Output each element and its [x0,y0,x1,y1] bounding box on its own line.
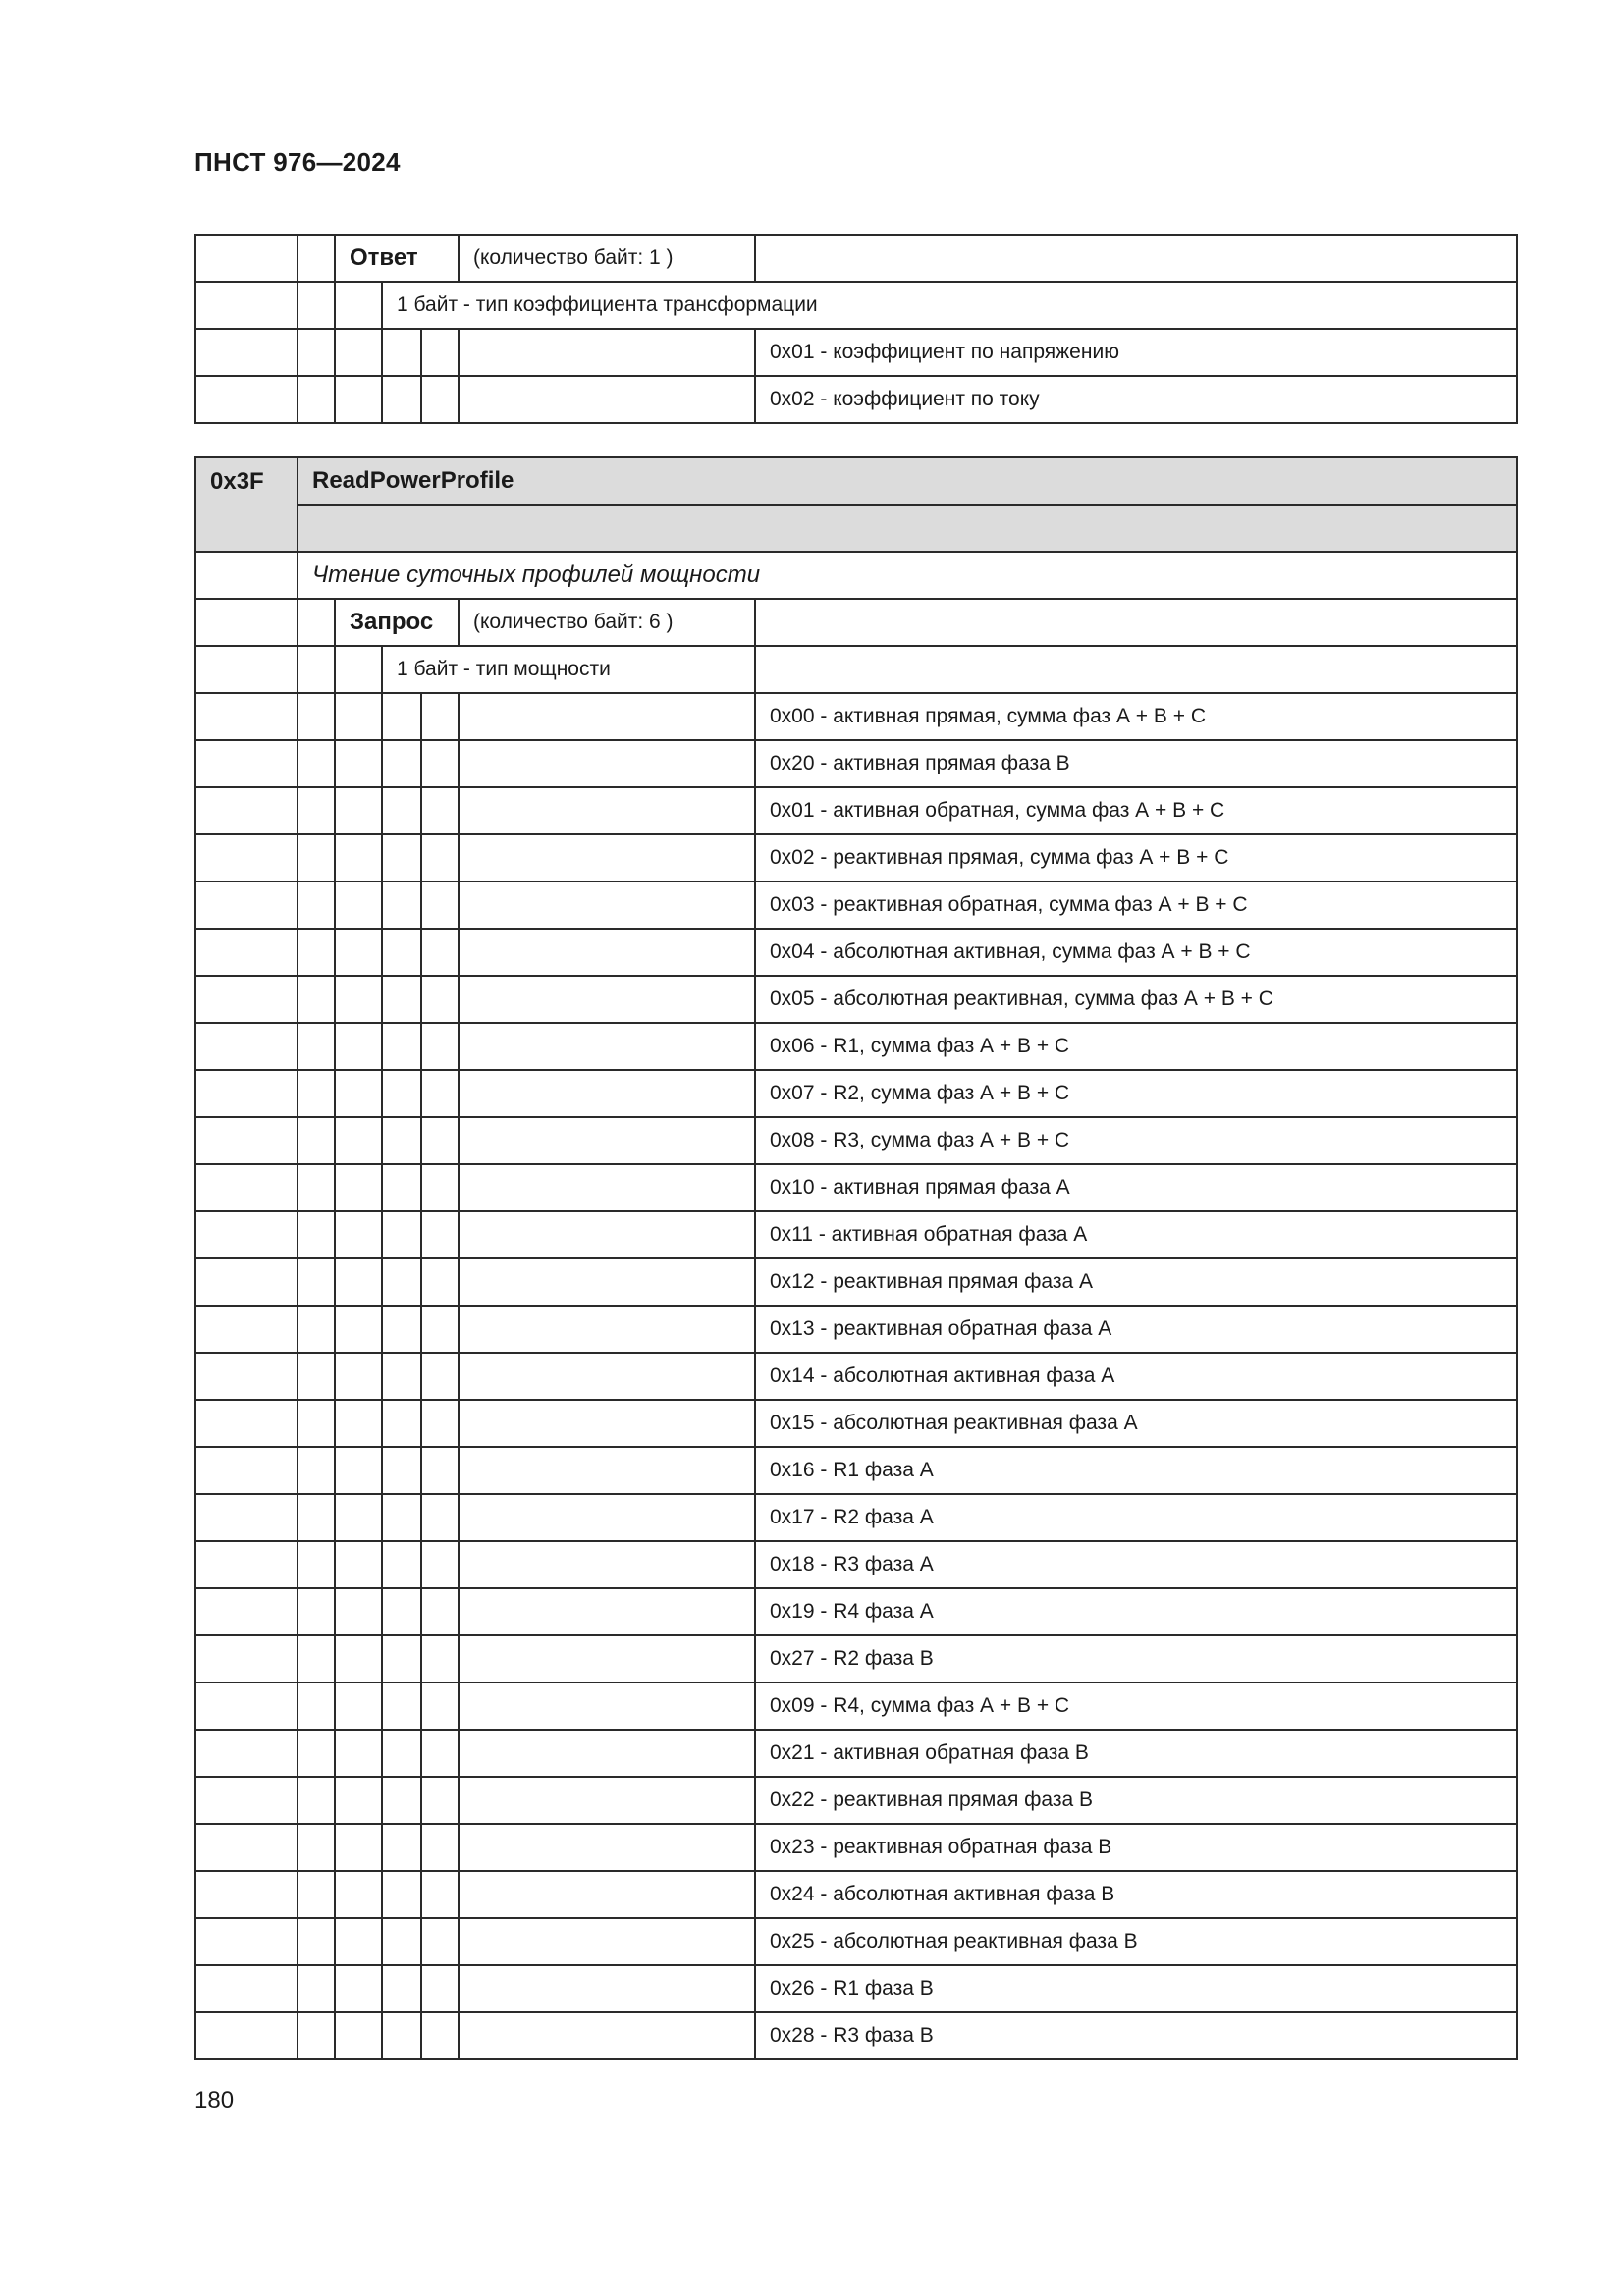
table-cell [298,1777,335,1824]
table-cell [459,1682,755,1730]
table-cell [335,1871,382,1918]
table-cell [459,1400,755,1447]
table-cell [459,787,755,834]
table-cell [335,693,382,740]
table-cell [382,1777,421,1824]
value-cell: 0x01 - активная обратная, сумма фаз А + В + С [755,787,1517,834]
table-cell [421,1164,459,1211]
table-row [195,1070,1517,1117]
table-cell [382,834,421,881]
table-row [195,457,1517,505]
table-cell [421,1588,459,1635]
table-row [195,1306,1517,1353]
table-cell [335,1682,382,1730]
table-cell [382,787,421,834]
table-cell [298,1494,335,1541]
value-cell: 0x04 - абсолютная активная, сумма фаз А + В + С [755,929,1517,976]
table-cell [298,1258,335,1306]
table-cell [421,1306,459,1353]
table-cell [298,282,335,329]
table-cell [421,740,459,787]
table-row [195,646,1517,693]
value-cell: 0x26 - R1 фаза В [755,1965,1517,2012]
table-cell [335,1353,382,1400]
table-cell [421,976,459,1023]
table-row [195,1965,1517,2012]
table-cell [421,1682,459,1730]
table-cell [459,1871,755,1918]
table-cell [382,1871,421,1918]
table-cell [421,2012,459,2059]
table-row [195,834,1517,881]
table-cell [195,1400,298,1447]
value-cell: 0x24 - абсолютная активная фаза В [755,1871,1517,1918]
table-cell [421,1211,459,1258]
table-cell [298,1588,335,1635]
table-cell [421,787,459,834]
table-cell [195,881,298,929]
table-cell [421,1353,459,1400]
table-cell [335,2012,382,2059]
table-cell [382,2012,421,2059]
value-cell: 0x28 - R3 фаза В [755,2012,1517,2059]
table-cell [195,282,298,329]
value-cell: 0x27 - R2 фаза В [755,1635,1517,1682]
table-cell [335,1258,382,1306]
table-cell [382,1400,421,1447]
table-cell [195,740,298,787]
table-cell [298,1730,335,1777]
table-cell [298,1918,335,1965]
response-label: Ответ [335,235,459,282]
table-cell [298,1682,335,1730]
table-row [195,1588,1517,1635]
table-cell [459,1258,755,1306]
table-row [195,552,1517,599]
table-cell [421,693,459,740]
table-cell [335,787,382,834]
table-cell [459,1117,755,1164]
value-cell: 0x10 - активная прямая фаза А [755,1164,1517,1211]
table-cell [298,1871,335,1918]
table-cell [421,834,459,881]
table-cell [335,929,382,976]
table-cell [195,1306,298,1353]
table-cell [421,929,459,976]
table-row [195,235,1517,282]
table-cell [298,740,335,787]
table-cell [335,1023,382,1070]
table-cell [335,282,382,329]
table-cell [421,1541,459,1588]
value-cell: 0x15 - абсолютная реактивная фаза А [755,1400,1517,1447]
table-cell [195,1588,298,1635]
table-row [195,929,1517,976]
table-cell [421,1730,459,1777]
table-cell [298,1164,335,1211]
table-cell [459,1777,755,1824]
read-power-profile-table [194,456,1518,2060]
table-cell [421,1494,459,1541]
byte-count: (количество байт: 1 ) [459,235,755,282]
table-cell [382,1164,421,1211]
table-cell [195,1211,298,1258]
table-row [195,1824,1517,1871]
table-row [195,1353,1517,1400]
table-row [195,1023,1517,1070]
value-cell: 0x13 - реактивная обратная фаза А [755,1306,1517,1353]
table-cell [298,1117,335,1164]
table-cell [195,1682,298,1730]
table-cell [298,787,335,834]
value-cell: 0x07 - R2, сумма фаз А + В + С [755,1070,1517,1117]
table-cell [335,1117,382,1164]
table-cell [298,1635,335,1682]
table-cell [755,599,1517,646]
table-cell [195,1117,298,1164]
table-row [195,1871,1517,1918]
table-cell [335,1824,382,1871]
table-cell [195,1777,298,1824]
table-row [195,1400,1517,1447]
table-cell [335,1965,382,2012]
table-cell [459,693,755,740]
table-cell [335,881,382,929]
table-cell [195,1965,298,2012]
value-cell: 0x08 - R3, сумма фаз А + В + С [755,1117,1517,1164]
table-row [195,2012,1517,2059]
table-cell [298,1400,335,1447]
table-cell [195,1447,298,1494]
table-cell [298,1824,335,1871]
table-cell [459,1730,755,1777]
table-cell [298,1306,335,1353]
value-cell: 0x19 - R4 фаза А [755,1588,1517,1635]
table-cell [335,1730,382,1777]
table-cell [755,646,1517,693]
value-cell: 0x16 - R1 фаза А [755,1447,1517,1494]
field-label: 1 байт - тип мощности [382,646,755,693]
value-cell: 0x14 - абсолютная активная фаза А [755,1353,1517,1400]
table-cell [459,1306,755,1353]
table-row [195,1541,1517,1588]
table-cell [421,1918,459,1965]
table-row [195,1777,1517,1824]
table-row [195,1447,1517,1494]
table-cell [335,1400,382,1447]
table-cell [298,1965,335,2012]
table-cell [335,1070,382,1117]
value-cell: 0x22 - реактивная прямая фаза В [755,1777,1517,1824]
value-cell: 0x21 - активная обратная фаза В [755,1730,1517,1777]
value-cell: 0x05 - абсолютная реактивная, сумма фаз А + В + С [755,976,1517,1023]
table-cell [195,235,298,282]
table-row [195,376,1517,423]
table-cell [335,1164,382,1211]
table-cell [382,740,421,787]
table-cell [335,1635,382,1682]
table-cell [195,929,298,976]
table-cell [382,1635,421,1682]
table-cell [459,834,755,881]
table-cell [421,881,459,929]
page-number: 180 [194,2087,235,2113]
table-cell [298,1541,335,1588]
table-cell [459,740,755,787]
table-row [195,505,1517,552]
table-row [195,1918,1517,1965]
table-cell [335,1211,382,1258]
command-description: Чтение суточных профилей мощности [298,552,1517,599]
table-cell [421,1400,459,1447]
table-cell [195,1258,298,1306]
table-cell [335,646,382,693]
table-cell [298,1353,335,1400]
command-code: 0x3F [195,457,298,552]
table-cell [459,929,755,976]
table-cell [298,1211,335,1258]
table-cell [382,1211,421,1258]
table-cell [195,1824,298,1871]
table-cell [298,1023,335,1070]
table-cell [298,834,335,881]
table-cell [298,929,335,976]
table-cell [195,646,298,693]
response-table [194,234,1518,424]
table-row [195,1258,1517,1306]
table-cell [382,1447,421,1494]
table-cell [195,834,298,881]
table-cell [382,1541,421,1588]
value-cell: 0x17 - R2 фаза А [755,1494,1517,1541]
table-cell [382,1682,421,1730]
table-row [195,1211,1517,1258]
table-row [195,329,1517,376]
table-cell [298,693,335,740]
table-cell [382,976,421,1023]
value-cell: 0x18 - R3 фаза А [755,1541,1517,1588]
table-cell [195,1635,298,1682]
table-cell [459,1588,755,1635]
table-cell [298,976,335,1023]
table-cell [195,1918,298,1965]
table-cell [421,1117,459,1164]
value-cell: 0x02 - реактивная прямая, сумма фаз А + В + С [755,834,1517,881]
value-cell: 0x25 - абсолютная реактивная фаза В [755,1918,1517,1965]
table-row [195,1164,1517,1211]
table-cell [382,1306,421,1353]
table-cell [382,929,421,976]
table-cell [195,552,298,599]
table-cell [298,505,1517,552]
table-cell [195,1023,298,1070]
table-cell [421,1824,459,1871]
value-cell: 0x20 - активная прямая фаза В [755,740,1517,787]
value-cell: 0x23 - реактивная обратная фаза В [755,1824,1517,1871]
table-row [195,1635,1517,1682]
table-row [195,1494,1517,1541]
table-row [195,282,1517,329]
value-cell: 0x03 - реактивная обратная, сумма фаз А + В + С [755,881,1517,929]
table-row [195,740,1517,787]
table-cell [382,1965,421,2012]
table-cell [459,1494,755,1541]
table-row [195,976,1517,1023]
table-cell [459,1635,755,1682]
table-cell [382,1494,421,1541]
table-row [195,1730,1517,1777]
table-row [195,787,1517,834]
value-cell: 0x12 - реактивная прямая фаза А [755,1258,1517,1306]
request-label: Запрос [335,599,459,646]
value-cell: 0x02 - коэффициент по току [755,376,1517,423]
table-cell [459,1164,755,1211]
table-cell [195,599,298,646]
table-cell [195,1164,298,1211]
table-cell [298,235,335,282]
table-cell [382,1824,421,1871]
value-cell: 0x11 - активная обратная фаза А [755,1211,1517,1258]
table-cell [382,693,421,740]
table-cell [459,2012,755,2059]
table-row [195,599,1517,646]
table-cell [382,881,421,929]
table-cell [459,1541,755,1588]
table-cell [459,1023,755,1070]
document-header: ПНСТ 976—2024 [194,147,401,177]
table-cell [298,881,335,929]
table-cell [382,1258,421,1306]
table-cell [335,834,382,881]
table-cell [382,1023,421,1070]
table-cell [421,1635,459,1682]
table-cell [298,599,335,646]
table-cell [298,1070,335,1117]
table-cell [382,1353,421,1400]
table-cell [195,976,298,1023]
table-cell [195,1070,298,1117]
value-cell: 0x01 - коэффициент по напряжению [755,329,1517,376]
table-cell [195,1494,298,1541]
table-cell [335,1541,382,1588]
table-cell [382,1588,421,1635]
table-cell [195,1541,298,1588]
table-cell [421,1258,459,1306]
table-cell [335,1777,382,1824]
table-cell [421,1447,459,1494]
table-cell [335,740,382,787]
table-cell [459,1070,755,1117]
table-cell [459,1918,755,1965]
table-cell [298,1447,335,1494]
table-cell [382,1918,421,1965]
table-cell [421,1777,459,1824]
table-cell [459,1211,755,1258]
table-cell [382,1117,421,1164]
table-cell [459,1353,755,1400]
table-cell [195,1353,298,1400]
table-cell [459,1824,755,1871]
command-name: ReadPowerProfile [298,457,1517,505]
table-row [195,1682,1517,1730]
table-cell [335,1306,382,1353]
table-cell [335,1447,382,1494]
value-cell: 0x09 - R4, сумма фаз А + В + С [755,1682,1517,1730]
table-cell [335,1494,382,1541]
table-cell [298,646,335,693]
table-cell [459,1447,755,1494]
table-cell [335,976,382,1023]
table-row [195,1117,1517,1164]
value-cell: 0x00 - активная прямая, сумма фаз А + В + С [755,693,1517,740]
table-cell [421,1070,459,1117]
table-cell [195,1730,298,1777]
table-cell [421,1023,459,1070]
value-cell: 0x06 - R1, сумма фаз А + В + С [755,1023,1517,1070]
byte-count: (количество байт: 6 ) [459,599,755,646]
table-cell [421,1965,459,2012]
table-cell [421,1871,459,1918]
table-cell [459,881,755,929]
table-cell [755,235,1517,282]
table-cell [459,976,755,1023]
field-label: 1 байт - тип коэффициента трансформации [382,282,1517,329]
table-cell [195,787,298,834]
table-row [195,693,1517,740]
table-cell [382,1730,421,1777]
table-cell [195,2012,298,2059]
table-cell [298,2012,335,2059]
table-cell [335,1918,382,1965]
table-cell [335,1588,382,1635]
table-cell [459,1965,755,2012]
table-row [195,881,1517,929]
table-cell [382,1070,421,1117]
table-cell [195,693,298,740]
table-cell [195,1871,298,1918]
